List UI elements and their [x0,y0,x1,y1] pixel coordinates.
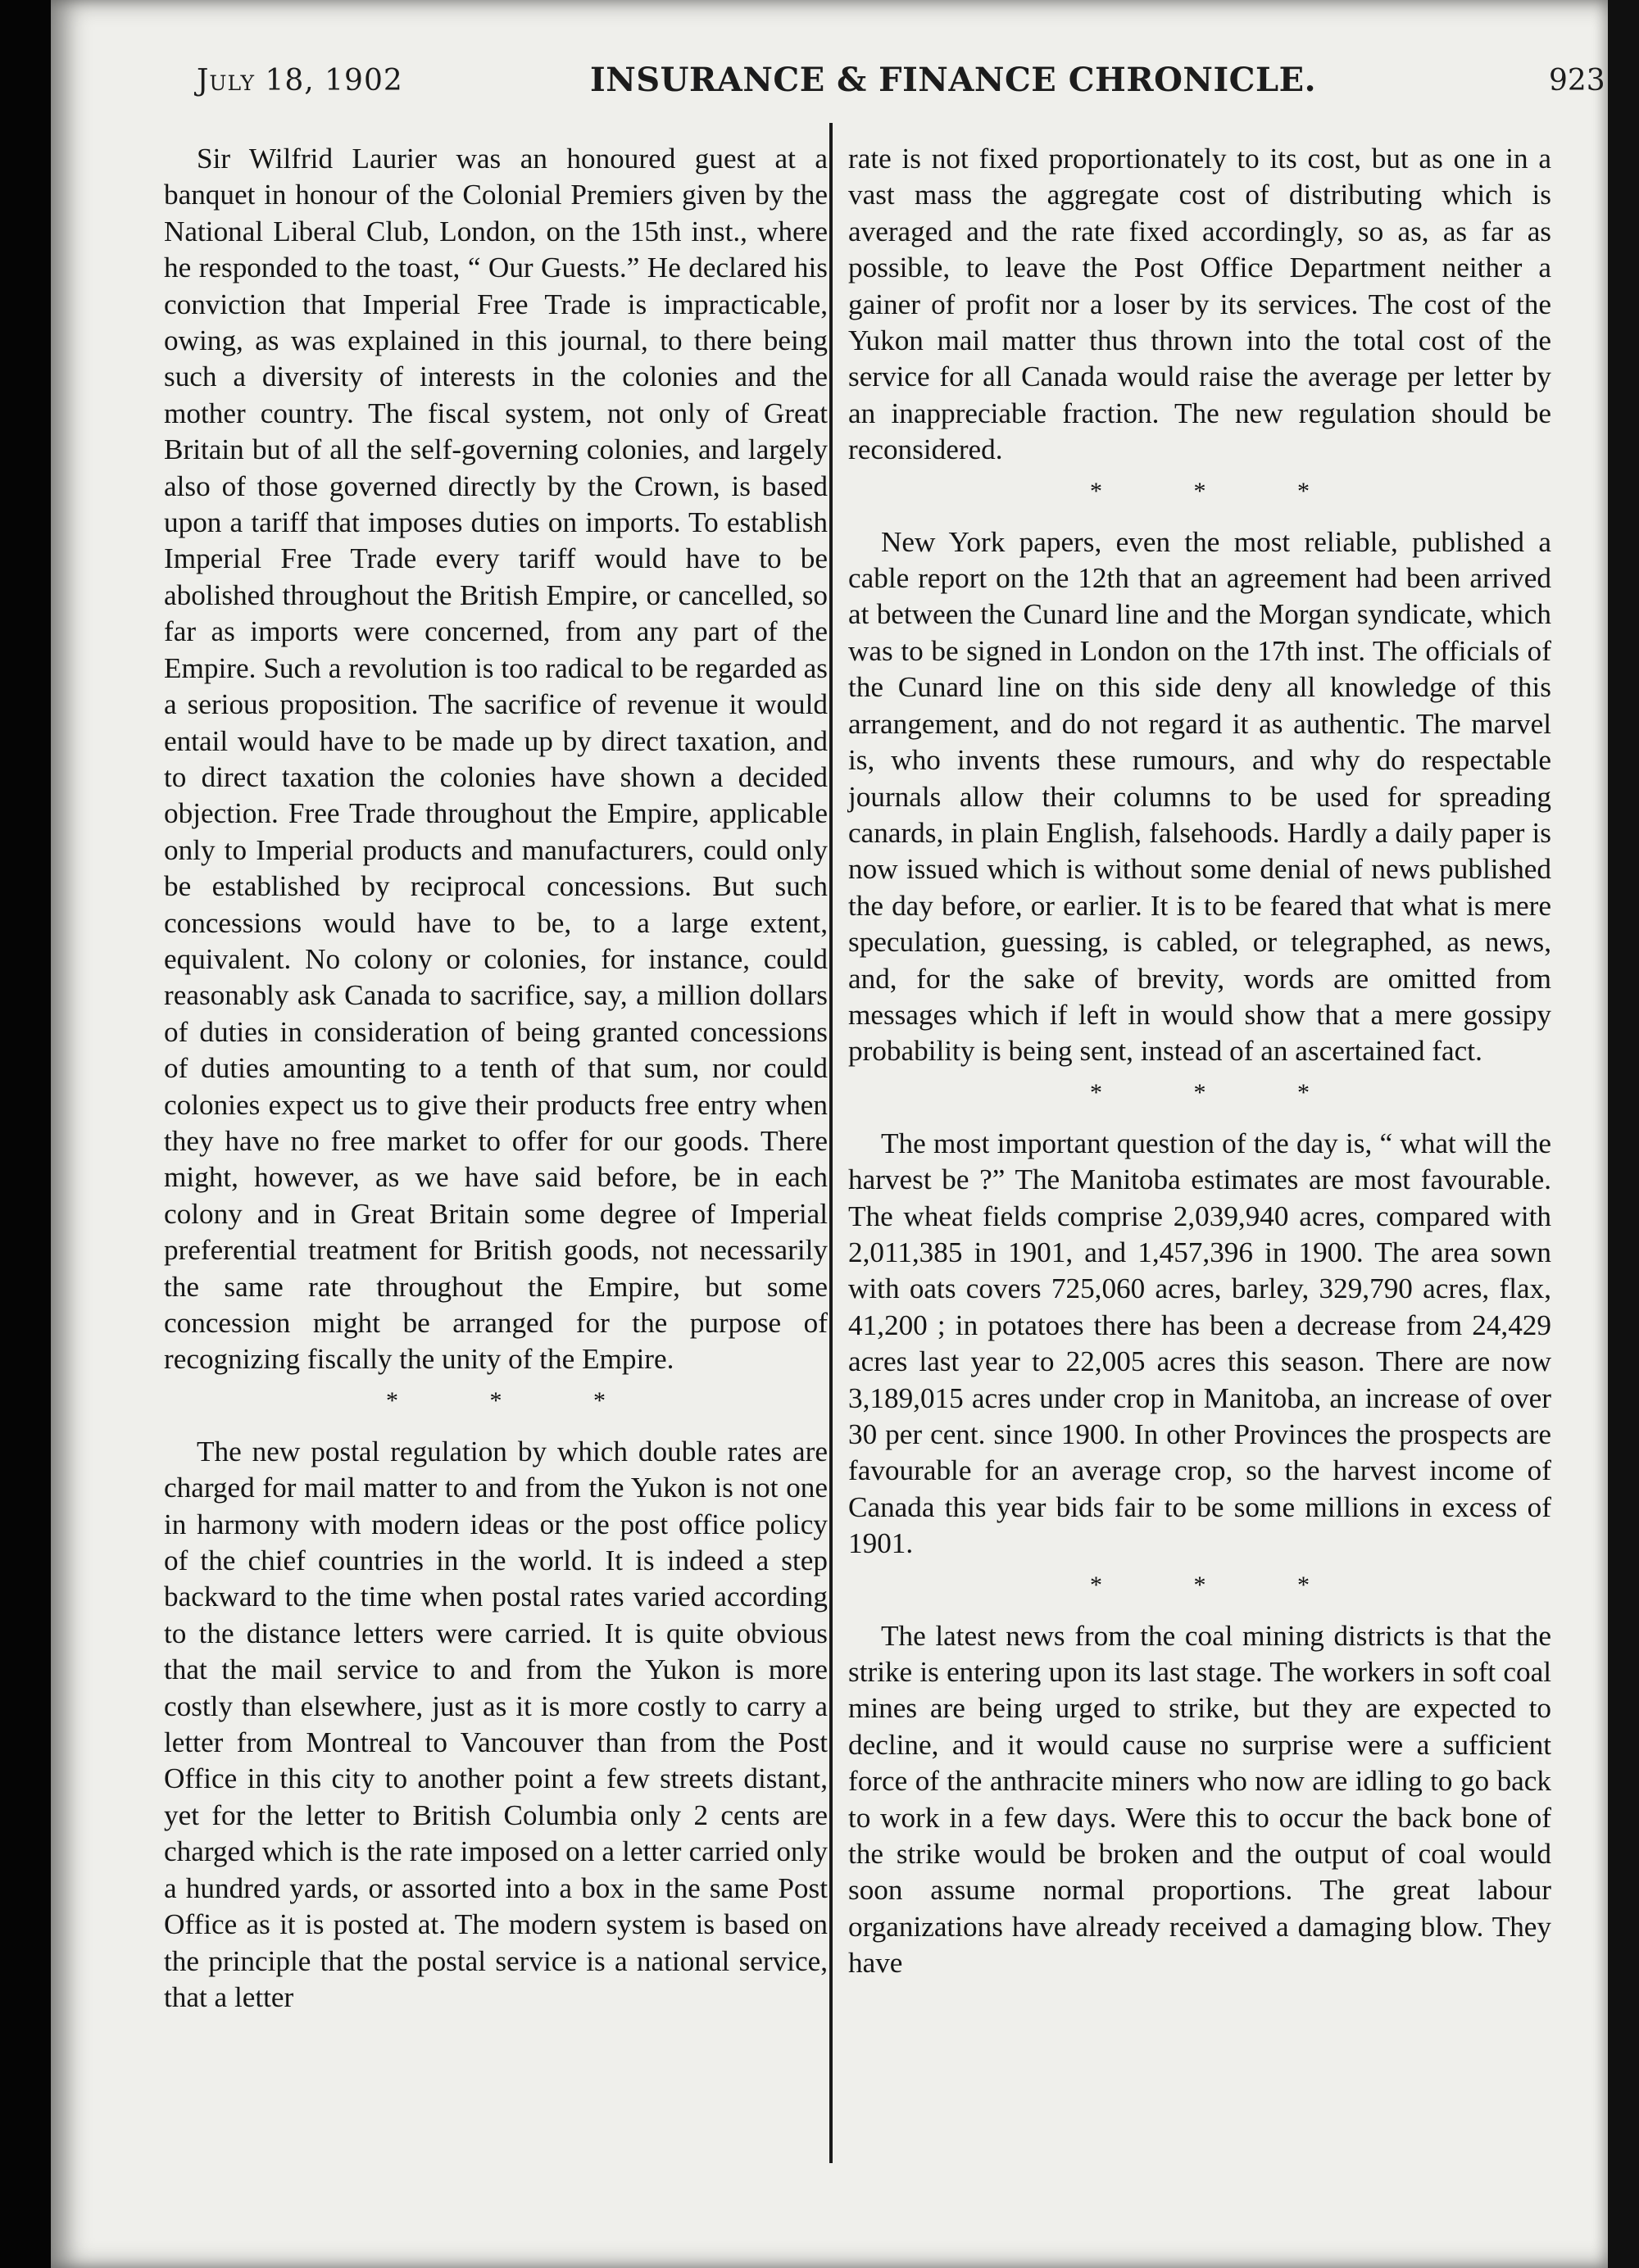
scan-right-margin [1608,0,1639,2268]
section-separator: * * * [1090,1078,1352,1106]
running-header [197,61,1605,113]
section-separator: * * * [1090,477,1352,505]
section-separator: * * * [1090,1571,1352,1599]
publication-title: INSURANCE & FINANCE CHRONICLE. [590,61,1317,99]
right-column [848,141,1551,1982]
article-paragraph-postal-continued: rate is not fixed proportionately to its cost, but as one in a vast mass the aggregate cost of distributing which is averaged and the rate fixed accordingly, so as, as far as possible, to leave the Post Office Department neither a gainer of profit nor a loser by its services. The cost of the Yukon mail matter thus thrown into the total cost of the service for all Canada would raise the average per letter by an inappreciable fraction. The new regulation should be reconsidered. [848,143,1551,466]
page-number: 923 [1549,64,1605,98]
section-separator: * * * [386,1386,648,1414]
article-paragraph-coal-strike: The latest news from the coal mining districts is that the strike is entering upon its last stage. The workers in soft coal mines are being urged to strike, but they are expected to decline, and it would cause no surprise were a sufficient force of the anthracite miners who now are idling to go back to work in a few days. Were this to occur the back bone of the strike would be broken and the output of coal would soon assume normal proportions. The great labour organizations have already received a damaging blow. They have [848,1619,1551,1980]
article-paragraph-laurier: Sir Wilfrid Laurier was an honoured guest at a banquet in honour of the Colonial Premiers given by the National Liberal Club, London, on the 15th inst., where he responded to the toast, “ Our Guests.” He declared his conviction that Imperial Free Trade is impracticable, owing, as was explained in this journal, to there being such a diversity of interests in the colonies and the mother country. The fiscal system, not only of Great Britain but of all the self-governing colonies, and largely also of those governed directly by the Crown, is based upon a tariff that imposes duties on imports. To establish Imperial Free Trade every tariff would have to be abolished throughout the British Empire, or cancelled, so far as imports were concerned, from any part of the Empire. Such a revolution is too radical to be regarded as a serious proposition. The sacrifice of revenue it would entail would have to be made up by direct taxation, and to direct taxation the colonies have shown a decided objection. Free Trade throughout the Empire, applicable only to Imperial products and manufacturers, could only be established by reciprocal concessions. But such concessions would have to be, to a large extent, equivalent. No colony or colonies, for instance, could reasonably ask Canada to sacrifice, say, a million dollars of duties in consideration of being granted concessions of duties amounting to a tenth of that sum, nor could colonies expect us to give their products free entry when they have no free market to offer for our goods. There might, however, as we have said before, be in each colony and in Great Britain some degree of Imperial preferential treatment for British goods, not necessarily the same rate throughout the Empire, but some concession might be arranged for the purpose of recognizing fiscally the unity of the Empire. [164,143,828,1376]
article-paragraph-postal: The new postal regulation by which double rates are charged for mail matter to and from the Yukon is not one in harmony with modern ideas or the post office policy of the chief countries in the world. It is indeed a step backward to the time when postal rates varied according to the distance letters were carried. It is quite obvious that the mail service to and from the Yukon is more costly than elsewhere, just as it is more costly to carry a letter from Montreal to Vancouver than from the Post Office in this city to another point a few streets distant, yet for the letter to British Columbia only 2 cents are charged which is the rate imposed on a letter carried only a hundred yards, or assorted into a box in the same Post Office as it is posted at. The modern system is based on the principle that the postal service is a national service, that a letter [164,1435,828,2013]
issue-date: July 18, 1902 [197,64,403,98]
left-column [164,141,828,2016]
scan-left-margin [0,0,51,2268]
article-paragraph-cunard: New York papers, even the most reliable, published a cable report on the 12th that an agreement had been arrived at between the Cunard line and the Morgan syndicate, which was to be signed in London on the 17th inst. The officials of the Cunard line on this side deny all knowledge of this arrangement, and do not regard it as authentic. The marvel is, who invents these rumours, and why do respectable journals allow their columns to be used for spreading canards, in plain English, falsehoods. Hardly a daily paper is now issued which is without some denial of news published the day before, or earlier. It is to be feared that what is mere speculation, guessing, is cabled, or telegraphed, as news, and, for the sake of brevity, words are omitted from messages which if left in would show that a mere gossipy probability is being sent, instead of an ascertained fact. [848,525,1551,1068]
article-paragraph-harvest: The most important question of the day is, “ what will the harvest be ?” The Manitoba estimates are most favourable. The wheat fields comprise 2,039,940 acres, compared with 2,011,385 in 1901, and 1,457,396 in 1900. The area sown with oats covers 725,060 acres, barley, 329,790 acres, flax, 41,200 ; in potatoes there has been a decrease from 24,429 acres last year to 22,005 acres this season. There are now 3,189,015 acres under crop in Manitoba, an increase of over 30 per cent. since 1900. In other Provinces the prospects are favourable for an average crop, so the harvest income of Canada this year bids fair to be some millions in excess of 1901. [848,1127,1551,1560]
column-rule [829,123,833,2163]
